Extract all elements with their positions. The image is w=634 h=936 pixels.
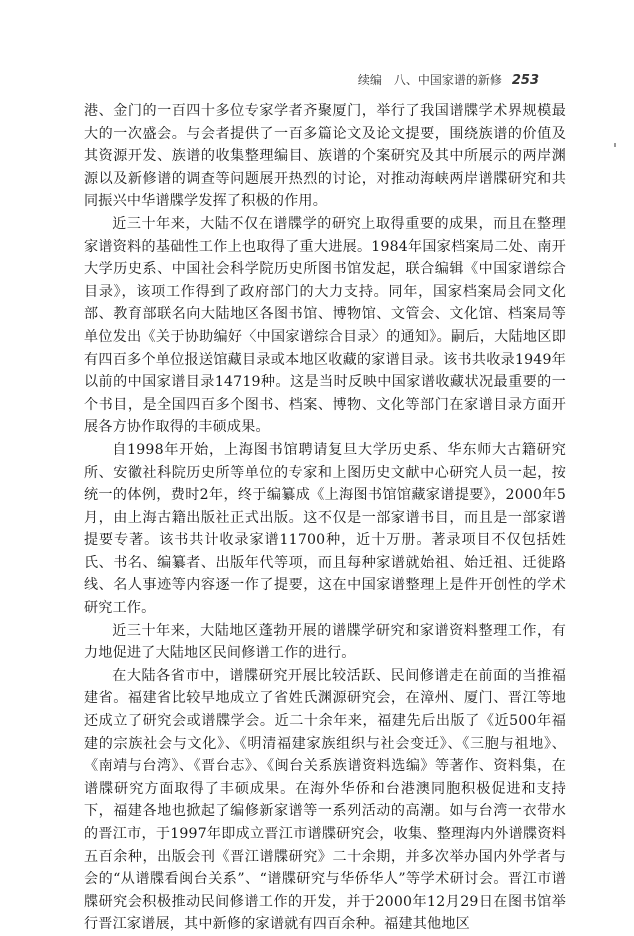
paragraph: 在大陆各省市中，谱牒研究开展比较活跃、民间修谱走在前面的当推福建省。福建省比较早地成立了省姓氏渊源研究会，在漳州、厦门、晋江等地还成立了研究会或谱牒学会。近二十余年来，福建先后出版了《近500年福建的宗族社会与文化》、《明清福建家族组织与社会变迁》、《三胞与祖地》、《南靖与台湾》、《晋台志》、《闽台关系族谱资料选编》等著作、资料集，在谱牒研究方面取得了丰硕成果。在海外华侨和台港澳同胞积极促进和支持下，福建各地也掀起了编修新家谱等一系列活动的高潮。如与台湾一衣带水的晋江市，于1997年即成立晋江市谱牒研究会，收集、整理海内外谱牒资料五百余种，出版会刊《晋江谱牒研究》二十余期，并多次举办国内外学者与会的“从谱牒看闽台关系”、“谱牒研究与华侨华人”等学术研讨会。晋江市谱牒研究会积极推动民间修谱工作的开发，并于2000年12月29日在图书馆举行晋江家谱展，其中新修的家谱就有四百余种。福建其他地区 <box>84 667 566 933</box>
chapter-title: 续编 八、中国家谱的新修 <box>357 73 502 87</box>
paragraph: 自1998年开始，上海图书馆聘请复旦大学历史系、华东师大古籍研究所、安徽社科院历史所等单位的专家和上图历史文献中心研究人员一起，按统一的体例，费时2年，终于编纂成《上海图书馆馆藏家谱提要》，2000年5月，由上海古籍出版社正式出版。这不仅是一部家谱书目，而且是一部家谱提要专著。该书共计收录家谱11700种，近十万册。著录项目不仅包括姓氏、书名、编纂者、出版年代等项，而且每种家谱就始祖、始迁祖、迁徙路线、名人事迹等内容逐一作了提要，这在中国家谱整理上是件开创性的学术研究工作。 <box>84 441 566 617</box>
body-text <box>84 100 566 936</box>
paragraph: 港、金门的一百四十多位专家学者齐聚厦门，举行了我国谱牒学术界规模最大的一次盛会。与会者提供了一百多篇论文及论文提要，围绕族谱的价值及其资源开发、族谱的收集整理编目、族谱的个案研究及其中所展示的两岸渊源以及新修谱的调查等问题展开热烈的讨论，对推动海峡两岸谱牒研究和共同振兴中华谱牒学发挥了积极的作用。 <box>84 103 566 210</box>
paragraph: 近三十年来，大陆不仅在谱牒学的研究上取得重要的成果，而且在整理家谱资料的基础性工作上也取得了重大进展。1984年国家档案局二处、南开大学历史系、中国社会科学院历史所图书馆发起，联合编辑《中国家谱综合目录》，该项工作得到了政府部门的大力支持。同年，国家档案局会同文化部、教育部联名向大陆地区各图书馆、博物馆、文管会、文化馆、档案局等单位发出《关于协助编好〈中国家谱综合目录〉的通知》。嗣后，大陆地区即有四百多个单位报送馆藏目录或本地区收藏的家谱目录。该书共收录1949年以前的中国家谱目录14719种。这是当时反映中国家谱收藏状况最重要的一个书目，是全国四百多个图书、档案、博物、文化等部门在家谱目录方面开展各方协作取得的丰硕成果。 <box>84 215 566 436</box>
margin-mark <box>614 143 616 147</box>
page-number: 253 <box>511 73 539 88</box>
paragraph: 近三十年来，大陆地区蓬勃开展的谱牒学研究和家谱资料整理工作，有力地促进了大陆地区民间修谱工作的进行。 <box>84 622 566 662</box>
running-header <box>60 72 539 89</box>
